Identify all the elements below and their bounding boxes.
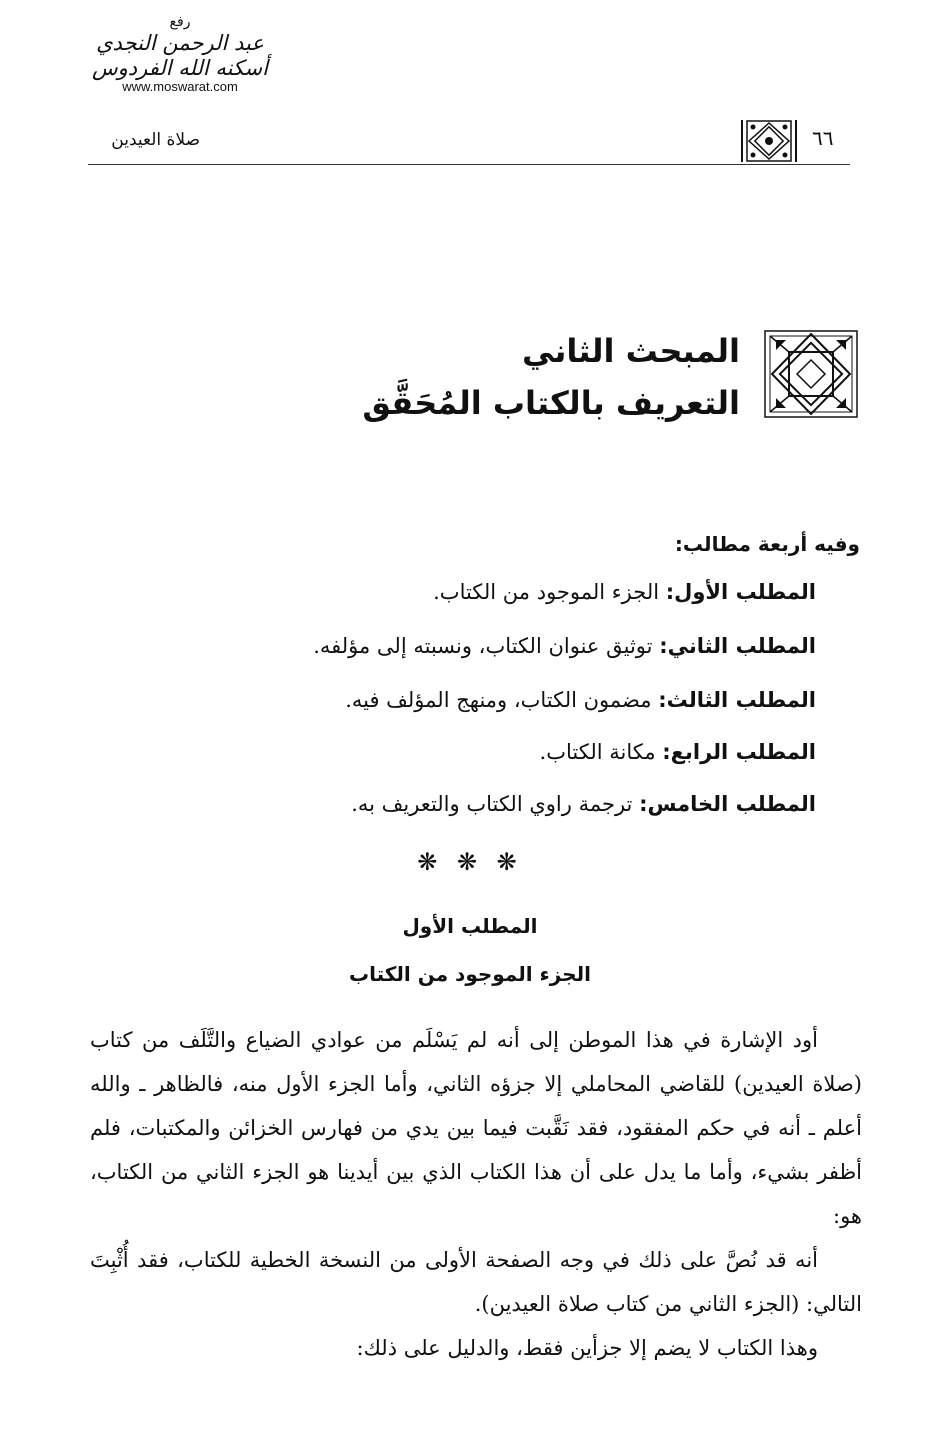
header-rule (88, 164, 850, 165)
paragraph: أود الإشارة في هذا الموطن إلى أنه لم يَسْلَم من عوادي الضياع والتَّلَف من كتاب (صلاة العيدين) للقاضي المحاملي إلا جزؤه الثاني، وأما الجزء الأول منه، فالظاهر ـ والله أعلم ـ أنه في حكم المفقود، فقد نَقَّبت فيما بين يدي من فهارس الخزائن والمكتبات، فلم أظفر بشيء، وأما ما يدل على أن هذا الكتاب الذي بين أيدينا هو الجزء الثاني من الكتاب، هو: (90, 1028, 862, 1228)
stamp-url: www.moswarat.com (122, 79, 238, 94)
toc-label: المطلب الثالث: (658, 688, 816, 712)
toc-item (313, 634, 816, 658)
section-subtitle: التعريف بالكتاب المُحَقَّق (362, 384, 740, 422)
toc-text: توثيق عنوان الكتاب، ونسبته إلى مؤلفه. (313, 634, 653, 658)
toc-item (345, 688, 816, 712)
toc-text: مكانة الكتاب. (539, 740, 656, 764)
ornament-small-icon (740, 118, 798, 164)
subsection-subtitle: الجزء الموجود من الكتاب (348, 962, 591, 986)
toc-item (351, 792, 816, 816)
toc-text: ترجمة راوي الكتاب والتعريف به. (351, 792, 633, 816)
toc-label: المطلب الأول: (665, 580, 816, 604)
section-title: المبحث الثاني (521, 332, 740, 370)
ornament-large-icon (762, 328, 860, 420)
toc-text: الجزء الموجود من الكتاب. (433, 580, 660, 604)
stamp-line-3: أسكنه الله الفردوس (92, 56, 268, 80)
toc-label: المطلب الثاني: (659, 634, 816, 658)
running-head: صلاة العيدين (111, 130, 200, 150)
stamp (60, 14, 300, 124)
toc-text: مضمون الكتاب، ومنهج المؤلف فيه. (345, 688, 652, 712)
paragraph: وهذا الكتاب لا يضم إلا جزأين فقط، والدليل على ذلك: (356, 1336, 818, 1360)
body-text (90, 1018, 862, 1370)
intro-heading: وفيه أربعة مطالب: (674, 532, 860, 556)
subsection-title: المطلب الأول (402, 914, 538, 938)
separator-stars: ❋ ❋ ❋ (417, 848, 523, 876)
page-number: ٦٦ (812, 126, 834, 150)
toc-item (540, 740, 816, 764)
paragraph: أنه قد نُصَّ على ذلك في وجه الصفحة الأولى من النسخة الخطية للكتاب، فقد أُثْبِتَ التالي: (الجزء الثاني من كتاب صلاة العيدين). (90, 1248, 862, 1316)
stamp-line-1: رفع (169, 14, 191, 30)
toc-label: المطلب الخامس: (639, 792, 816, 816)
toc-label: المطلب الرابع: (662, 740, 816, 764)
toc-item (433, 580, 816, 604)
stamp-line-2: عبد الرحمن النجدي (96, 31, 264, 55)
